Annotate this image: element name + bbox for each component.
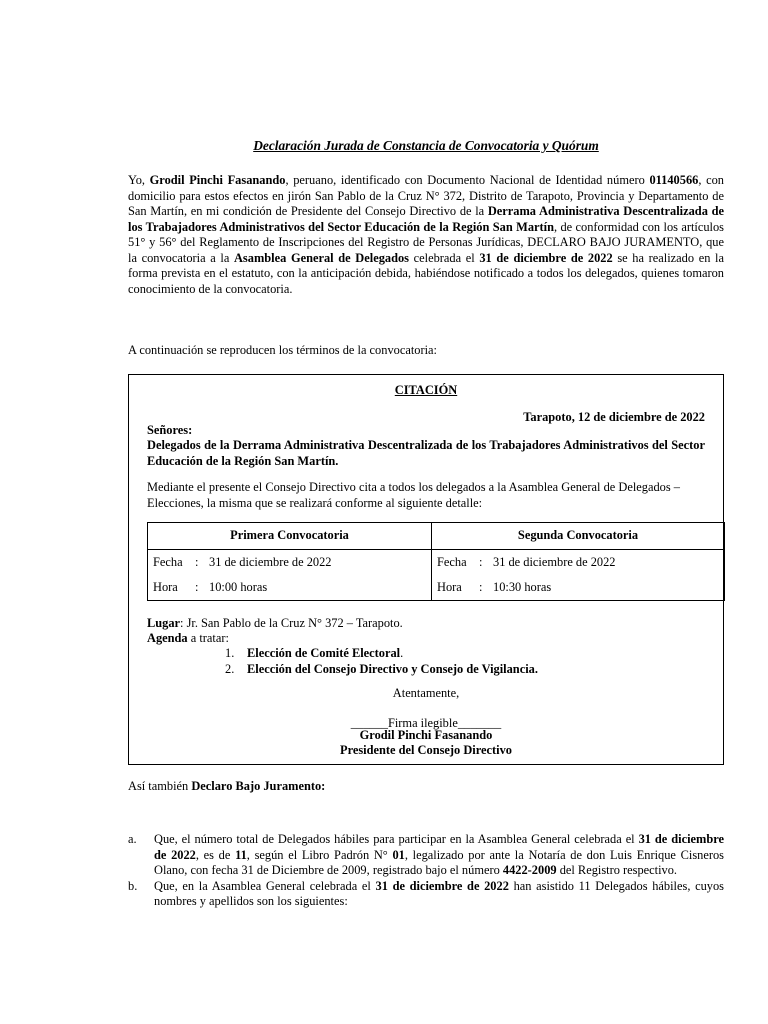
convocation-table (147, 522, 725, 601)
list-marker: a. (128, 832, 137, 846)
text-run: Que, en la Asamblea General celebrada el (154, 878, 376, 893)
agenda-item (225, 646, 538, 662)
text-run: , con domicilio para estos efectos en jirón San Pablo de la Cruz N° 372, Distrito de Tarapoto, Provincia y Departamento de San Martín, en mi condición de Presidente del Consejo Directivo de la (128, 173, 724, 218)
list-marker: b. (128, 878, 138, 893)
table-cell (432, 550, 725, 576)
signature-line: ______Firma ilegible_______ (350, 716, 502, 730)
header-second-call: Segunda Convocatoria (432, 523, 725, 550)
text-run: del Registro respectivo. (556, 863, 678, 877)
intro-paragraph: A continuación se reproducen los términos de la convocatoria: (128, 343, 437, 357)
agenda-item (225, 662, 538, 678)
list-item (128, 832, 724, 879)
citation-box (128, 374, 724, 765)
citation-intro: Mediante el presente el Consejo Directivo cita a todos los delegados a la Asamblea General de Delegados – Elecciones, la misma que se realizará conforme al siguiente detalle: (147, 480, 680, 510)
declarations-list (128, 832, 724, 910)
location-value: : Jr. San Pablo de la Cruz N° 372 – Tarapoto. (180, 616, 403, 630)
signature-role: Presidente del Consejo Directivo (340, 743, 512, 757)
text-run: , legalizado por ante la Notaría de don Luis Enrique Cisneros Olano, con fecha 31 de Diciembre de 2009, registrado bajo el número (154, 847, 724, 877)
agenda-list (225, 646, 538, 677)
sworn-statement-label: Declaro Bajo Juramento: (191, 779, 326, 793)
agenda-label: Agenda (147, 631, 188, 645)
agenda-text: Elección del Consejo Directivo y Consejo de Vigilancia. (247, 661, 538, 676)
table-cell (148, 550, 432, 576)
cell-label: Hora (153, 579, 178, 594)
cell-sep: : (195, 579, 199, 594)
bold-run: 31 de diciembre de 2022 (154, 832, 724, 862)
list-item (128, 879, 724, 910)
bold-run: 4422-2009 (502, 863, 557, 877)
text-run: han asistido 11 Delegados hábiles, cuyos nombres y apellidos son los siguientes: (154, 878, 724, 908)
document-title: Declaración Jurada de Constancia de Convocatoria y Quórum (253, 138, 599, 153)
table-row (148, 550, 725, 576)
cell-value: 10:00 horas (209, 579, 268, 594)
closing-text: Atentamente, (392, 686, 460, 700)
text-run: se ha realizado en la forma prevista en el estatuto, con la anticipación debida, habiéndose notificado a todos los delegados, quienes tomaron conocimiento de la convocatoria. (128, 250, 724, 296)
declarant-name: Grodil Pinchi Fasanando (149, 173, 286, 187)
table-row (148, 575, 725, 601)
sworn-statement-intro (128, 779, 325, 795)
agenda-heading (147, 631, 229, 647)
dni-number: 01140566 (649, 173, 699, 187)
assembly-name: Asamblea General de Delegados (233, 250, 409, 265)
citation-addressees: Delegados de la Derrama Administrativa Descentralizada de los Trabajadores Administrativos del Sector Educación de la Región San Martín. (147, 438, 705, 468)
signature-name: Grodil Pinchi Fasanando (359, 728, 493, 742)
agenda-end: . (400, 646, 404, 660)
citation-title: CITACIÓN (394, 383, 458, 397)
bold-run: 01 (392, 847, 405, 862)
citation-date: Tarapoto, 12 de diciembre de 2022 (523, 410, 705, 424)
agenda-suffix: a tratar: (187, 631, 229, 645)
header-first-call: Primera Convocatoria (148, 523, 432, 550)
table-cell (148, 575, 432, 601)
agenda-text: Elección de Comité Electoral (247, 646, 401, 660)
cell-value: 10:30 horas (493, 579, 552, 594)
table-cell (432, 575, 725, 601)
location-label: Lugar (147, 616, 181, 630)
agenda-number: 2. (225, 661, 235, 676)
text-run: , peruano, identificado con Documento Nacional de Identidad número (285, 173, 650, 187)
bold-run: 11 (235, 847, 247, 862)
text-run: Que, el número total de Delegados hábiles para participar en la Asamblea General celebrada el (154, 832, 639, 846)
cell-label: Hora (437, 579, 462, 594)
cell-value: 31 de diciembre de 2022 (209, 554, 332, 569)
declaration-paragraph (128, 173, 724, 297)
text-run: , según el Libro Padrón N° (246, 847, 393, 862)
citation-salutation: Señores: (147, 423, 193, 437)
meeting-location (147, 616, 403, 632)
bold-run: 31 de diciembre de 2022 (375, 878, 509, 893)
text-run: Yo, (128, 173, 150, 187)
text-run: , es de (195, 847, 236, 862)
cell-sep: : (479, 579, 483, 594)
agenda-number: 1. (225, 646, 235, 660)
organization-name: Derrama Administrativa Descentralizada de los Trabajadores Administrativos del Sector Educación de la Región San Martín (128, 204, 724, 234)
cell-label: Fecha (153, 554, 183, 569)
text-run: , de conformidad con los artículos 51° y 56° del Reglamento de Inscripciones del Registro de Personas Jurídicas, DECLARO BAJO JURAMENTO, que la convocatoria a la (128, 219, 725, 265)
cell-label: Fecha (437, 554, 467, 569)
cell-value: 31 de diciembre de 2022 (493, 554, 616, 569)
assembly-date: 31 de diciembre de 2022 (479, 250, 613, 265)
text-run: Así también (128, 779, 192, 793)
text-run: celebrada el (409, 250, 480, 265)
cell-sep: : (479, 554, 483, 569)
cell-sep: : (195, 554, 199, 569)
